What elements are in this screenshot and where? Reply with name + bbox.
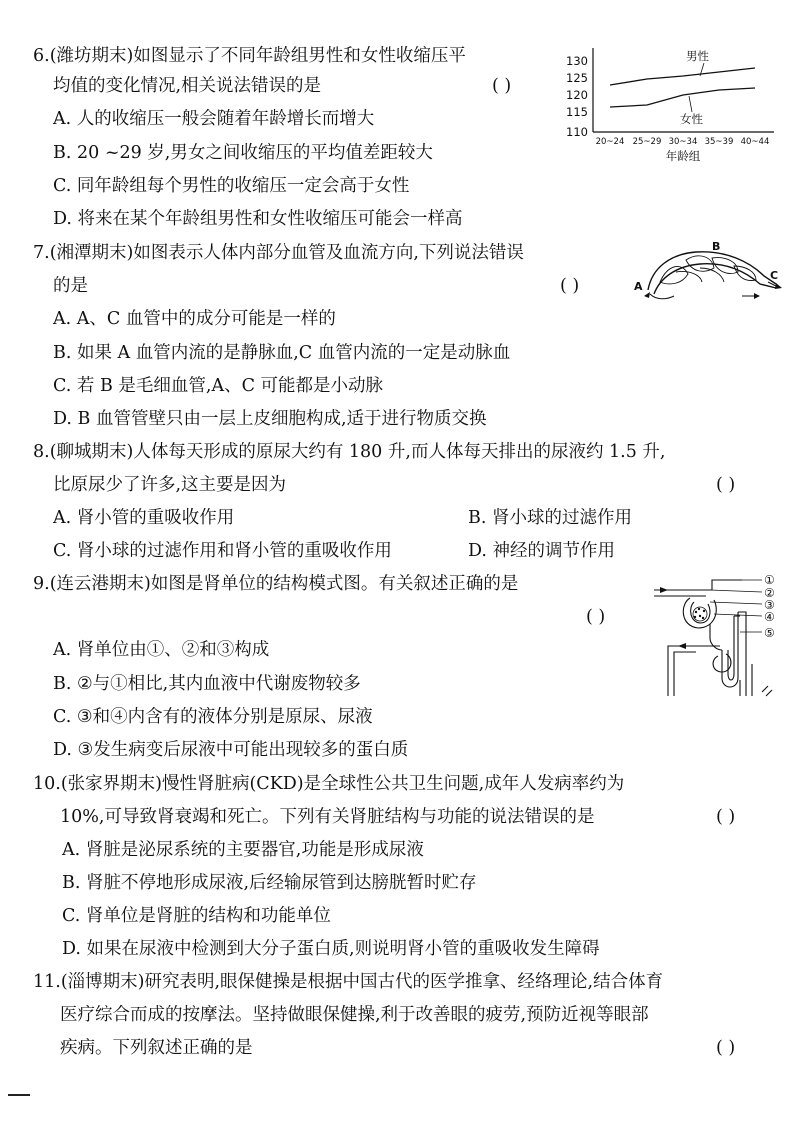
female-series-line <box>610 88 755 107</box>
q9-nephron-figure <box>650 568 790 704</box>
q9-label-2: ② <box>764 586 775 600</box>
q11-answer-paren: ( ) <box>716 1038 736 1058</box>
q9-label-4: ④ <box>764 610 775 624</box>
q7-option-c: C. 若 B 是毛细血管,A、C 可能都是小动脉 <box>53 376 384 396</box>
q9-option-c: C. ③和④内含有的液体分别是原尿、尿液 <box>53 707 373 727</box>
q7-stem-line1: 7.(湘潭期末)如图表示人体内部分血管及血流方向,下列说法错误 <box>33 243 524 263</box>
y-tick-120: 120 <box>566 88 588 102</box>
female-label-leader <box>689 96 692 112</box>
q7-label-c: C <box>770 269 779 282</box>
q7-blood-vessel-figure <box>630 238 782 304</box>
q9-option-d: D. ③发生病变后尿液中可能出现较多的蛋白质 <box>53 740 409 760</box>
q6-stem-line1: 6.(潍坊期末)如图显示了不同年龄组男性和女性收缩压平 <box>33 46 466 66</box>
q7-option-a: A. A、C 血管中的成分可能是一样的 <box>53 309 336 329</box>
q9-label-3: ③ <box>764 598 775 612</box>
y-tick-130: 130 <box>566 54 588 68</box>
q9-option-b: B. ②与①相比,其内血液中代谢废物较多 <box>53 674 361 694</box>
x-tick-30-34: 30~34 <box>668 137 698 147</box>
q9-stem-line1: 9.(连云港期末)如图是肾单位的结构模式图。有关叙述正确的是 <box>33 574 519 594</box>
x-tick-35-39: 35~39 <box>704 137 734 147</box>
q9-label-1: ① <box>764 573 775 587</box>
q6-option-c: C. 同年龄组每个男性的收缩压一定会高于女性 <box>53 176 410 196</box>
q7-option-d: D. B 血管管壁只由一层上皮细胞构成,适于进行物质交换 <box>53 409 487 429</box>
q7-answer-paren: ( ) <box>560 276 580 296</box>
q8-option-a: A. 肾小管的重吸收作用 <box>53 508 235 528</box>
q6-option-d: D. 将来在某个年龄组男性和女性收缩压可能会一样高 <box>53 209 463 229</box>
female-series-label: 女性 <box>680 112 703 126</box>
q7-label-b: B <box>712 240 721 253</box>
q6-option-b: B. 20 ~29 岁,男女之间收缩压的平均值差距较大 <box>53 143 433 163</box>
y-tick-110: 110 <box>566 125 588 139</box>
q6-blood-pressure-chart <box>558 40 780 168</box>
q10-stem-line1: 10.(张家界期末)慢性肾脏病(CKD)是全球性公共卫生问题,成年人发病率约为 <box>33 774 625 794</box>
q9-option-a: A. 肾单位由①、②和③构成 <box>53 640 270 660</box>
q8-option-c: C. 肾小球的过滤作用和肾小管的重吸收作用 <box>53 541 392 561</box>
q10-stem-line2: 10%,可导致肾衰竭和死亡。下列有关肾脏结构与功能的说法错误的是 <box>60 807 595 827</box>
x-axis-label: 年龄组 <box>665 149 701 163</box>
q9-answer-paren: ( ) <box>586 607 606 627</box>
x-tick-25-29: 25~29 <box>632 137 662 147</box>
male-series-line <box>610 68 755 85</box>
q11-stem-line3: 疾病。下列叙述正确的是 <box>60 1038 253 1058</box>
q7-option-b: B. 如果 A 血管内流的是静脉血,C 血管内流的一定是动脉血 <box>53 343 511 363</box>
q10-option-d: D. 如果在尿液中检测到大分子蛋白质,则说明肾小管的重吸收发生障碍 <box>62 939 600 959</box>
q10-option-a: A. 肾脏是泌尿系统的主要器官,功能是形成尿液 <box>62 840 424 860</box>
q8-stem-line1: 8.(聊城期末)人体每天形成的原尿大约有 180 升,而人体每天排出的尿液约 1.5 升, <box>33 442 666 462</box>
q6-answer-paren: ( ) <box>492 76 512 96</box>
q10-answer-paren: ( ) <box>716 807 736 827</box>
page-footer-dash <box>8 1094 30 1096</box>
q8-option-b: B. 肾小球的过滤作用 <box>468 508 632 528</box>
male-series-label: 男性 <box>686 49 709 63</box>
q9-label-5: ⑤ <box>764 626 775 640</box>
q6-option-a: A. 人的收缩压一般会随着年龄增长而增大 <box>53 109 375 129</box>
q8-answer-paren: ( ) <box>716 475 736 495</box>
y-tick-115: 115 <box>566 105 588 119</box>
q8-stem-line2: 比原尿少了许多,这主要是因为 <box>53 475 287 495</box>
q11-stem-line2: 医疗综合而成的按摩法。坚持做眼保健操,利于改善眼的疲劳,预防近视等眼部 <box>60 1005 649 1025</box>
q11-stem-line1: 11.(淄博期末)研究表明,眼保健操是根据中国古代的医学推拿、经络理论,结合体育 <box>33 972 664 992</box>
x-tick-20-24: 20~24 <box>595 137 625 147</box>
q8-option-d: D. 神经的调节作用 <box>468 541 616 561</box>
q7-label-a: A <box>634 280 643 293</box>
q10-option-c: C. 肾单位是肾脏的结构和功能单位 <box>62 906 331 926</box>
q6-stem-line2: 均值的变化情况,相关说法错误的是 <box>53 76 322 96</box>
y-tick-125: 125 <box>566 71 588 85</box>
q7-stem-line2: 的是 <box>53 276 88 296</box>
x-tick-40-44: 40~44 <box>740 137 770 147</box>
q10-option-b: B. 肾脏不停地形成尿液,后经输尿管到达膀胱暂时贮存 <box>62 873 477 893</box>
